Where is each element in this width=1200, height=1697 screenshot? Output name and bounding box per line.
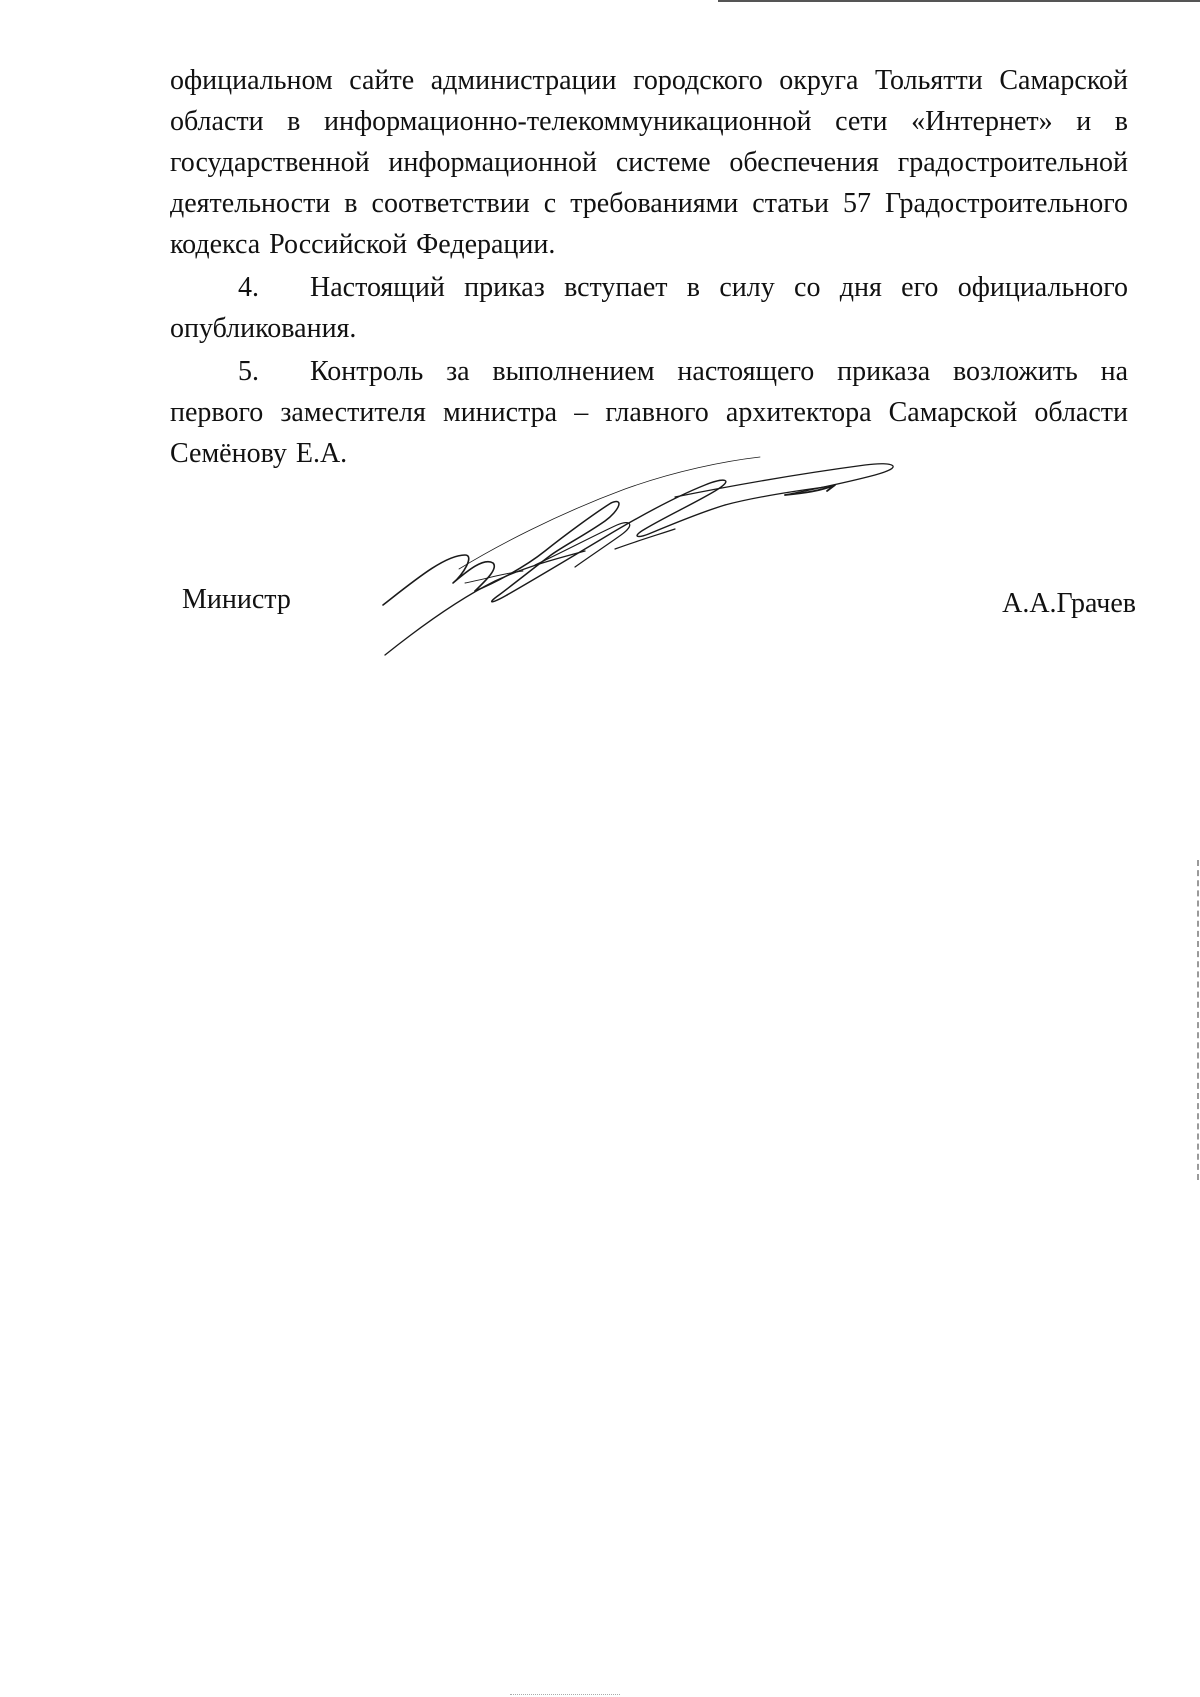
scan-edge-bottom (510, 1693, 620, 1695)
item-text: Настоящий приказ вступает в силу со дня его официального опубликования. (170, 272, 1128, 344)
signer-position: Министр (182, 584, 291, 615)
handwritten-signature (375, 455, 945, 665)
document-body (170, 60, 1128, 476)
signer-name: А.А.Грачев (1002, 588, 1136, 619)
scan-edge-right (1195, 860, 1199, 1180)
item-text: Контроль за выполнением настоящего приказа возложить на первого заместителя министра – главного архитектора Самарской области Семёнову Е.А. (170, 356, 1128, 469)
paragraph-continuation: официальном сайте администрации городского округа Тольятти Самарской области в информационно-телекоммуникационной сети «Интернет» и в государственной информационной системе обеспечения градостроительной деятельности в соответствии с требованиями статьи 57 Градостроительного кодекса Российской Федерации. (170, 65, 1128, 260)
item-number: 4. (238, 272, 259, 303)
scan-edge-top (718, 0, 1200, 2)
item-number: 5. (238, 356, 259, 387)
list-item-4 (170, 267, 1128, 349)
